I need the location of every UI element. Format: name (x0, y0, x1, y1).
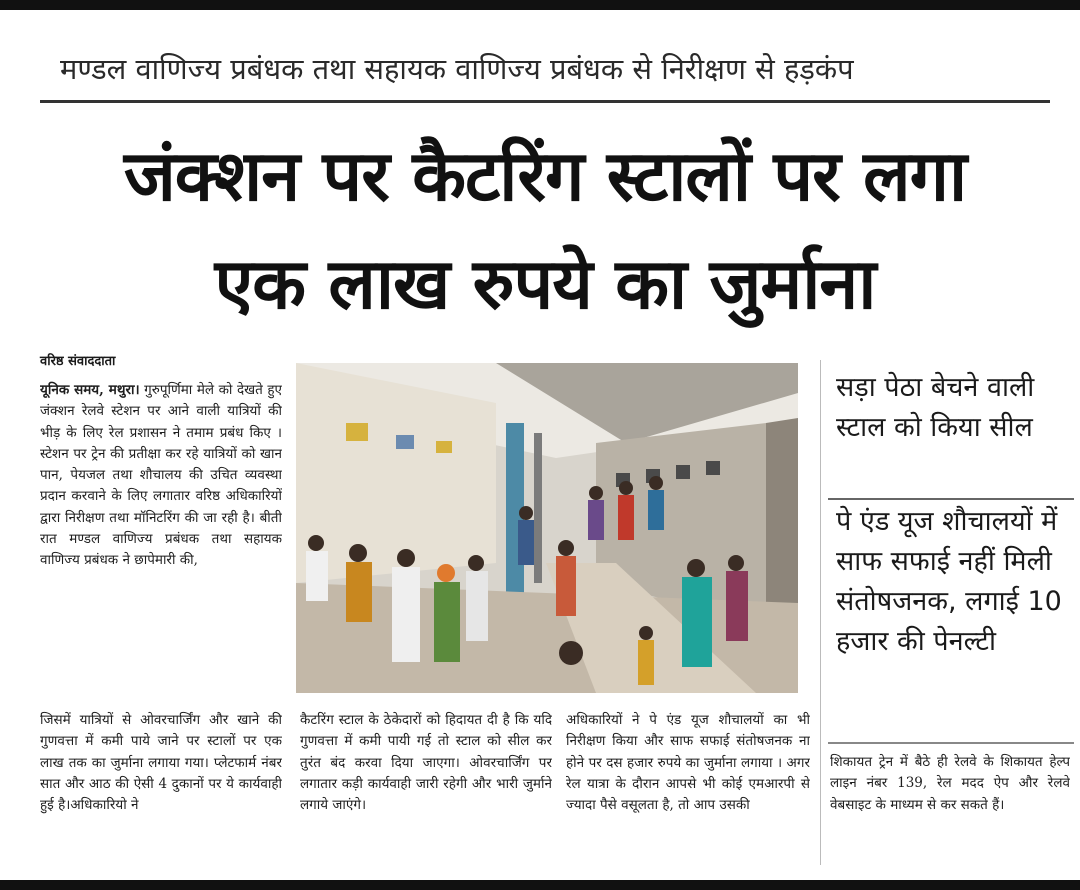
article-column-1-text: गुरुपूर्णिमा मेले को देखते हुए जंक्शन रेलवे स्टेशन पर आने वाली यात्रियों की भीड़ के लिए रेल प्रशासन ने तमाम प्रबंध किए । स्टेशन पर ट्रेन की प्रतीक्षा कर रहे यात्रियों को खान पान, पेयजल तथा शौचालय की उचित व्यवस्था प्रदान करवाने के लिए लगातार वरिष्ठ अधिकारियों द्वारा निरीक्षण तथा मॉनिटरिंग की जा रही है। बीती रात मण्डल वाणिज्य प्रबंधक तथा सहायक वाणिज्य प्रबंधक ने छापेमारी की, (40, 382, 282, 569)
sidebar-divider (820, 360, 821, 865)
article-column-4: शिकायत ट्रेन में बैठे ही रेलवे के शिकायत हेल्प लाइन नंबर 139, रेल मदद ऐप और रेलवे वेबसाइट के माध्यम से कर सकते हैं। (830, 754, 1070, 813)
byline: वरिष्ठ संवाददाता (40, 354, 116, 369)
article-column-2: कैटरिंग स्टाल के ठेकेदारों को हिदायत दी है कि यदि गुणवत्ता में कमी पायी गई तो स्टाल को सील कर तुरंत बंद करवा दिया जाएगा। ओवरचार्जिंग पर लगातार कड़ी कार्यवाही जारी रहेगी और भारी जुर्माने लगाये जाएंगे। (300, 712, 552, 814)
article-column-1 (40, 380, 282, 710)
top-border (0, 0, 1080, 10)
kicker-rule (40, 100, 1050, 103)
platform-illustration (296, 363, 798, 693)
bottom-border (0, 880, 1080, 890)
sidebar-rule (828, 498, 1074, 500)
kicker-headline: मण्डल वाणिज्य प्रबंधक तथा सहायक वाणिज्य प्रबंधक से निरीक्षण से हड़कंप (60, 52, 854, 86)
sidebar-highlight-1: सड़ा पेठा बेचने वाली स्टाल को किया सील (836, 372, 1035, 443)
sidebar-rule-bottom (828, 742, 1074, 744)
article-column-3: अधिकारियों ने पे एंड यूज शौचालयों का भी निरीक्षण किया और साफ सफाई संतोषजनक ना होने पर दस हजार रुपये का जुर्माना लगाया । अगर रेल यात्रा के दौरान आपसे भी कोई एमआरपी से ज्यादा पैसे वसूलता है, तो आप उसकी (566, 712, 810, 814)
article-column-1-continued: जिसमें यात्रियों से ओवरचार्जिंग और खाने की गुणवत्ता में कमी पाये जाने पर स्टालों पर एक लाख तक का जुर्माना लगाया गया। प्लेटफार्म नंबर सात और आठ की ऐसी 4 दुकानों पर ये कार्यवाही हुई है।अधिकारियो ने (40, 712, 282, 814)
dateline: यूनिक समय, मथुरा। (40, 382, 140, 398)
main-headline-line-1: जंक्शन पर कैटरिंग स्टालों पर लगा (123, 135, 967, 217)
main-headline-line-2: एक लाख रुपये का जुर्माना (214, 243, 876, 325)
sidebar-highlight-2: पे एंड यूज शौचालयों में साफ सफाई नहीं मिली संतोषजनक, लगाई 10 हजार की पेनल्टी (836, 506, 1062, 657)
platform-photo (296, 363, 798, 693)
